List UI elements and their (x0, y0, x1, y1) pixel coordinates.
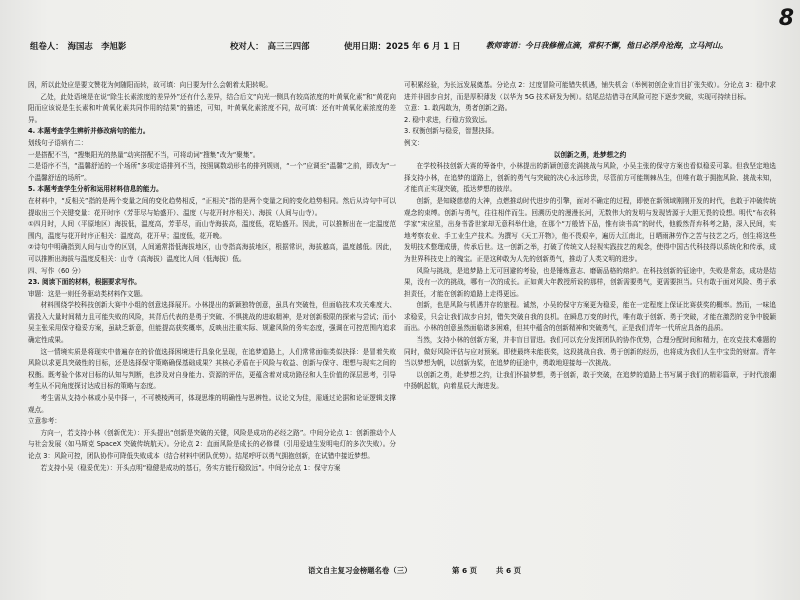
teacher-motto: 教师寄语：今日我修楷点滴，常积不懈，他日必浮舟沧海，立马河山。 (486, 41, 728, 50)
paragraph: ①四月时，人间（平原地区）海拔低，温度高，芳菲尽，而山寺海拔高，温度低，花始盛开。因此，可以推断出在一定温度范围内，温度与花开时序正相关：温度高，花开早；温度低，花开晚。 (28, 220, 396, 240)
right-column (404, 80, 776, 393)
page-header (30, 40, 776, 56)
paragraph: 因，所以此处应是要文赞花为何随阳而转，故可填：向日要为什么会朝着太阳转呢。 (28, 81, 272, 89)
section-heading: 23. 阅读下面的材料，根据要求写作。 (28, 278, 141, 287)
paragraph: 乙处，此处语境是在说“除生长素浓度的差异外”还有什么差异，结合后文“向光一侧具有较高浓度的叶黄氧化素”和“黄花向阳而应该说是生长素和叶黄氧化素共同作用的结果”的描述，可知，叶黄氧化素浓度不同，故可填：还有叶黄氧化素浓度的差异。 (28, 92, 396, 124)
paragraph: 例文： (404, 138, 424, 147)
paragraph: 一是搭配不当，“搜集阳光的热量”动宾搭配不当，可将动词“搜集”改为“聚集”。 (28, 150, 260, 159)
paragraph: 可积累经验，为长远发展奠基。分论点 2：过度冒险可能错失机遇，铺失机会（举例初创企业盲目扩张失败）。分论点 3：稳中求进并非固步自封，而是厚积薄发（以华为 5G 技术研发为例）。结尾总结借寻在风险可控下逐步突破，实现可持续目标。 (404, 81, 776, 101)
left-column (28, 80, 396, 474)
paragraph: 划线句子语病有二： (28, 138, 88, 147)
paragraph: 立意：1. 敢闯敢为，勇者创新之路。 (404, 104, 512, 113)
author-line: 组卷人： 海国志 李旭影 (30, 41, 127, 51)
paragraph: 方向一，若支持小林（创新优先）：开头提出“创新是突破的关键，风险是成功的必经之路”。中间分论点 1：创新推动个人与社会发展（如马斯克 SpaceX 突破传统航天）。分论点 2：直面风险是成长的必修课（引用爱迪生发明电灯的多次失败）。分论点 3：风险可控，团队协作可降低失败成本（结合材料中团队优势）。结尾呼吁以勇气拥抱创新，在试错中接近梦想。 (28, 428, 396, 460)
paragraph: 在材料中，“反相关”指的是两个变量之间的变化趋势相反，“正相关”指的是两个变量之间的变化趋势相同。然后从诗句中可以提取出三个关键变量：花开时序（芳菲尽与始盛开）、温度（与花开时序相关）、海拔（人间与山寺）。 (28, 196, 396, 217)
paragraph: 这一情境实质是将现实中普遍存在的价值选择困境进行具象化呈现，在追梦道路上，人们常常面临类似抉择：是冒着失败风险以求更具突破性的目标，还是选择保守策略确保基础成果？其核心矛盾在于风险与收益、创新与保守、理想与现实之间的权衡。既考验个体对目标的认知与判断，也涉及对自身能力、资源的评估，更蕴含着对成功路径和人生价值的深层思考，引导考生从不同角度探讨达成目标的策略与态度。 (28, 347, 396, 391)
paragraph: 若支持小吴（稳妥优先）：开头点明“稳健是成功的基石，务实方能行稳致远”。中间分论点 1：保守方案 (40, 463, 341, 472)
paragraph: 立意参考： (28, 417, 61, 426)
date-line: 使用日期：2025 年 6 月 1 日 (344, 41, 461, 51)
page-number: 第 6 页 (452, 566, 478, 575)
section-heading: 4. 本题考查学生辨析并修改病句的能力。 (28, 127, 150, 136)
paragraph: 创新，也是风险与机遇并存的旅程。诚然，小吴的保守方案更为稳妥，能在一定程度上保证比赛获奖的概率。然而，一味追求稳妥，只会让我们故步自封，错失突破自我的良机。在瞬息万变的时代，唯有敢于创新、勇于突破，才能在激烈的竞争中脱颖而出。小林的创意虽然面临诸多困难，但其中蕴含的创新精神和突破勇气，正是我们青年一代所应具备的品质。 (404, 301, 776, 333)
proofreader-line: 校对人： 高三三四部 (230, 41, 310, 51)
paragraph: 在学校科技创新大赛的筹备中，小林提出的新颖创意充满挑战与风险，小吴主张的保守方案也看似稳妥可靠。但我坚定地选择支持小林，在追梦的道路上，创新的勇气与突破的决心永远珍贵，尽管前方可能荆棘丛生，但唯有敢于拥抱风险、挑战未知，才能真正实现突破，抵达梦想的彼岸。 (404, 162, 776, 194)
paragraph: 3. 权衡创新与稳妥，智慧抉择。 (404, 127, 499, 136)
section-heading: 5. 本题考查学生分析和运用材料信息的能力。 (28, 185, 163, 194)
paragraph: 风险与挑战，是追梦路上无可回避的考验，也是锤炼意志、磨砺品格的熔炉。在科技创新的征途中，失败是常态，成功是结果，没有一次的挑战，哪有一次的成长。正如黄大年教授所说的那样，创新需要勇气，更需要担当。只有敢于面对风险、勇于承担责任，才能在创新的道路上走得更远。 (404, 266, 776, 298)
paragraph: 2. 稳中求进，行稳方致致远。 (404, 115, 492, 124)
paragraph: 二是语序不当，“温馨舒适的一个场所”多项定语排列不当，按照属数动形名的排列规则，“一个”应调至“温馨”之前，即改为“一个温馨舒适的场所”。 (28, 162, 396, 182)
paragraph: 创新，是知晓慈慈的大神，点燃推动时代进步的引擎，面对不确定的过程，即使在新领域刚刚开发的时代，也敢于冲破传统观念的束缚。创新与勇气，往往相伴而生。回溯历史的漫漫长河，无数伟大的发明与发现皆源于大胆无畏的设想。明代“布衣科学家”宋应星，出身书香世家却无意科举仕途，在那个“万般皆下品，惟有读书高”的时代，他毅然背弃科考之路，深入民间，实地考察农业、手工业生产技术。为撰写《天工开物》，他不畏艰辛，遍历大江南北，日晒雨淋劳作之苦与技艺之巧，创生将这些发明技术整理成册，传承后世。这一创新之举，打破了传统文人轻视实践技艺的观念，使得中国古代科技得以系统化和传承，成为世界科技史上的瑰宝。正是这种敢为人先的创新勇气，推动了人类文明的进步。 (404, 196, 776, 263)
paragraph: ②诗句中明确指到人间与山寺的区别，人间通常指低海拔地区，山寺指高海拔地区，根据常识，海拔越高，温度越低。因此，可以推断出海拔与温度反相关：山寺（高海拔）温度比人间（低海拔）低。 (28, 243, 396, 263)
essay-title: 以创新之勇，赴梦想之约 (553, 150, 627, 159)
paragraph: 考生需从支持小林或小吴中择一，不可模棱两可，体现思维的明确性与思辨性。议论文为佳，需通过论据和论证逻辑支撑观点。 (28, 394, 396, 414)
paragraph: 以创新之勇，赴梦想之约，让我们怀揣梦想，勇于创新，敢于突破，在追梦的道路上书写属于我们的精彩篇章，于时代浪潮中扬帆起航，向着星辰大海进发。 (404, 370, 776, 391)
paragraph: 当然，支持小林的创新方案，并非盲目冒进。我们可以充分发挥团队的协作优势，合理分配时间和精力，在攻克技术难题的同时，做好风险评估与应对预案。即使最终未能获奖，这段挑战自我、勇于创新的经历，也将成为我们人生中宝贵的财富。青年当以梦想为帆，以创新为桨，在追梦的征途中，勇敢地迎接每一次挑战。 (404, 336, 776, 368)
paragraph: 审题：这是一则任务驱动类材料作文题。 (28, 289, 147, 298)
handwritten-page-mark: 8 (778, 6, 794, 31)
paragraph: 材料围绕学校科技创新大赛中小组的创意选择展开。小林提出的新颖独特创意，虽具有突破性，但面临技术攻关难度大、需投入大量时间精力且可能失败的风险，其背后代表的是勇于突破、不惧挑战的进取精神，是对创新极限的探索与尝试；而小吴主张采用保守稳妥方案，虽缺乏新意，但能提高获奖概率，反映出注重实际、规避风险的务实态度，强调在可控范围内追求确定性成果。 (28, 301, 396, 345)
paragraph: 四、写作（60 分） (28, 266, 85, 275)
exam-name: 语文自主复习金榜题名卷（三） (308, 566, 412, 575)
total-pages: 共 6 页 (496, 566, 522, 575)
